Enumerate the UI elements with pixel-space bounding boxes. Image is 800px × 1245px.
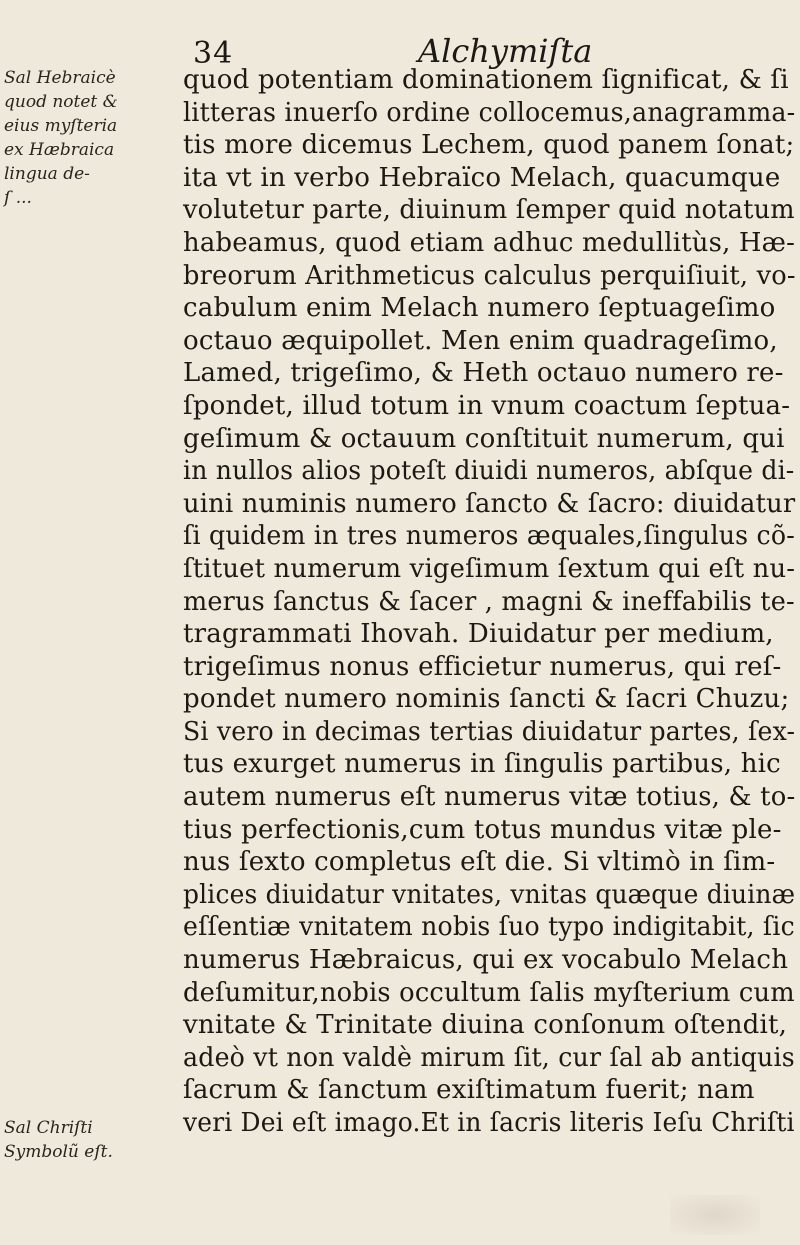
text-line: vnitate & Trinitate diuina conſonum oſtendit,	[183, 1010, 788, 1041]
text-line: pondet numero nominis ſancti & ſacri Chuzu;	[183, 684, 790, 715]
text-line: tragrammati Ihovah. Diuidatur per medium,	[183, 619, 774, 650]
text-line: ſacrum & ſanctum exiſtimatum fuerit; nam	[183, 1075, 755, 1106]
text-line: tis more dicemus Lechem, quod panem ſonat;	[183, 130, 795, 161]
text-line: habeamus, quod etiam adhuc medullitùs, Hæ-	[183, 227, 796, 258]
margin-note-line: Sal Hebraicè	[4, 68, 116, 88]
text-line: eſſentiæ vnitatem nobis ſuo typo indigitabit, ſic	[183, 912, 795, 943]
margin-note-1	[4, 66, 118, 210]
text-line: adeò vt non valdè mirum ſit, cur ſal ab antiquis	[183, 1042, 795, 1073]
text-line: nus ſexto completus eſt die. Si vltimò in ſim-	[183, 847, 776, 878]
text-line: geſimum & octauum conſtituit numerum, qui	[183, 423, 785, 454]
margin-note-line: Sal Chriſti	[4, 1118, 93, 1138]
text-line: octauo æquipollet. Men enim quadrageſimo,	[183, 325, 778, 356]
text-line: ſpondet, illud totum in vnum coactum ſeptua-	[183, 390, 791, 421]
text-line: in nullos alios poteſt diuidi numeros, abſque di-	[183, 456, 795, 487]
margin-note-line: lingua de-	[4, 164, 90, 184]
text-line: tius perfectionis,cum totus mundus vitæ ple-	[183, 814, 782, 845]
text-line: tus exurget numerus in ſingulis partibus, hic	[183, 749, 781, 780]
text-line: deſumitur,nobis occultum ſalis myſterium cum	[183, 977, 795, 1008]
margin-note-line: Symbolũ eſt.	[4, 1142, 113, 1162]
text-line: merus ſanctus & ſacer , magni & ineffabilis te-	[183, 586, 795, 617]
text-line: numerus Hæbraicus, qui ex vocabulo Melach	[183, 945, 789, 976]
text-line: ſtituet numerum vigeſimum ſextum qui eſt nu-	[183, 553, 796, 584]
text-line: ita vt in verbo Hebraïco Melach, quacumque	[183, 162, 781, 193]
text-line: veri Dei eſt imago.Et in ſacris literis Ieſu Chriſti	[183, 1108, 795, 1138]
text-line: Si vero in decimas tertias diuidatur partes, ſex-	[183, 716, 796, 747]
text-line: uini numinis numero ſancto & ſacro: diuidatur	[183, 488, 796, 519]
text-line: cabulum enim Melach numero ſeptuageſimo	[183, 293, 776, 324]
text-line: volutetur parte, diuinum ſemper quid notatum	[183, 195, 795, 226]
running-head: Alchymiſta	[418, 32, 593, 70]
text-line: quod potentiam dominationem ſignificat, & ſi	[183, 65, 789, 95]
text-line: litteras inuerſo ordine collocemus,anagramma-	[183, 97, 796, 128]
text-line: autem numerus eſt numerus vitæ totius, & to-	[183, 782, 796, 813]
text-line: Lamed, trigeſimo, & Heth octauo numero re-	[183, 358, 784, 389]
paper-stain	[670, 1195, 760, 1235]
text-line: plices diuidatur vnitates, vnitas quæque diuinæ	[183, 879, 796, 910]
body-text	[183, 64, 795, 1140]
margin-note-line: ſ ...	[4, 188, 32, 208]
page-number: 34	[193, 36, 234, 71]
margin-note-line: eius myſteria	[4, 116, 118, 136]
text-line: breorum Arithmeticus calculus perquiſiuit, vo-	[183, 260, 796, 291]
margin-note-line: ex Hæbraica	[4, 140, 115, 160]
margin-note-2	[4, 1116, 113, 1164]
text-line: ſi quidem in tres numeros æquales,ſingulus cõ-	[183, 521, 795, 552]
text-line: trigeſimus nonus efficietur numerus, qui reſ-	[183, 651, 782, 682]
margin-note-line: quod notet &	[4, 92, 118, 112]
